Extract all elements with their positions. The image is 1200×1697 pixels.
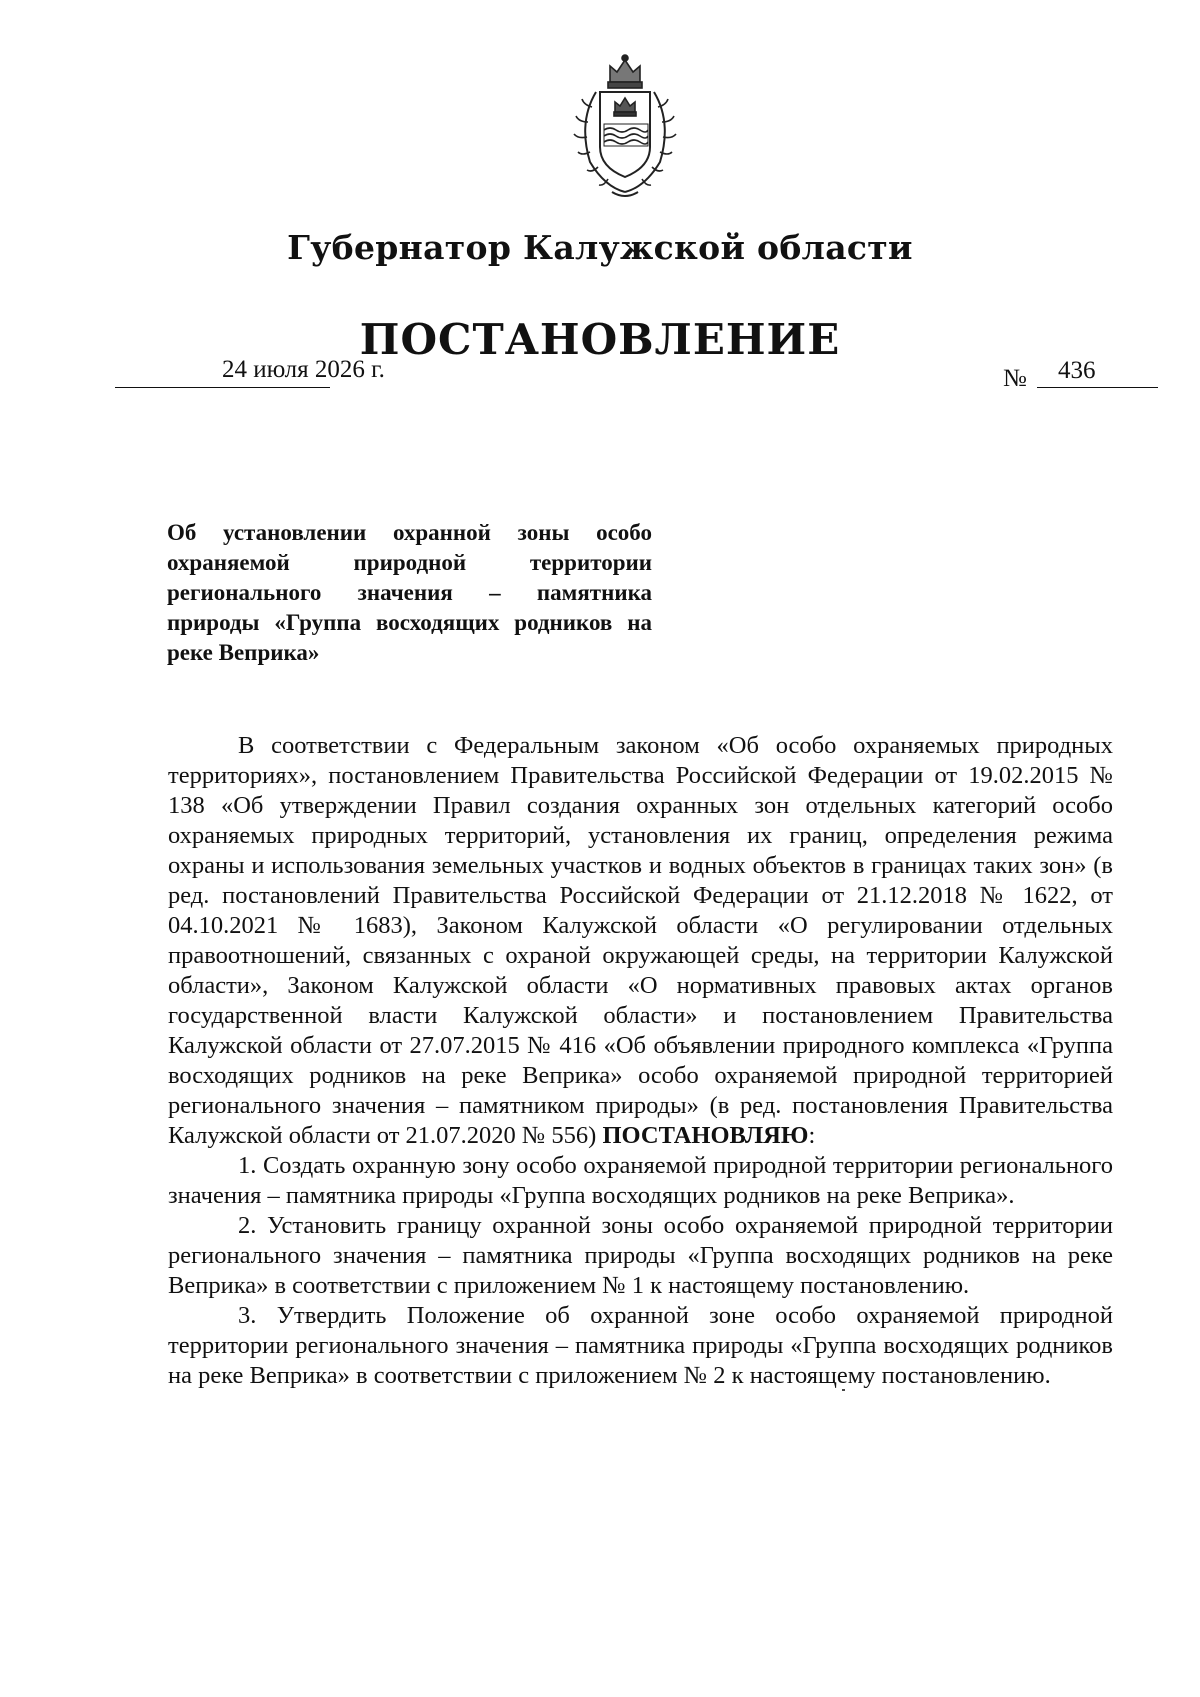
number-line [1037, 353, 1158, 388]
preamble-paragraph [168, 731, 1113, 1151]
list-item: 1. Создать охранную зону особо охраняемой природной территории регионального значения – памятника природы «Группа восходящих родников на реке Веприка». [168, 1152, 1113, 1209]
issuing-authority: Губернатор Калужской области [287, 228, 913, 267]
preamble-text: В соответствии с Федеральным законом «Об особо охраняемых природных территориях», постановлением Правительства Российской Федерации от 19.02.2015 № 138 «Об утверждении Правил создания охранных зон отдельных категорий особо охраняемых природных территорий, установления их границ, определения режима охраны и использования земельных участков и водных объектов в границах таких зон» (в ред. постановлений Правительства Российской Федерации от 21.12.2018 № 1622, от 04.10.2021 № 1683), Законом Калужской области «О регулировании отдельных правоотношений, связанных с охраной окружающей среды, на территории Калужской области», Законом Калужской области «О нормативных правовых актах органов государственной власти Калужской области» и постановлением Правительства Калужской области от 27.07.2015 № 416 «Об объявлении природного комплекса «Группа восходящих родников на реке Веприка» особо охраняемой природной территорией регионального значения – памятником природы» (в ред. постановления Правительства Калужской области от 21.07.2020 № 556) [168, 732, 1113, 1149]
document-number: 436 [1058, 357, 1096, 384]
list-item: 3. Утвердить Положение об охранной зоне особо охраняемой природной территории регионального значения – памятника природы «Группа восходящих родников на реке Веприка» в соответствии с приложением № 2 к настоящему постановлению. [168, 1302, 1113, 1389]
document-body [168, 731, 1113, 1391]
decree-colon: : [808, 1122, 816, 1149]
document-subject: Об установлении охранной зоны особо охраняемой природной территории регионального значения – памятника природы «Группа восходящих родников на реке Веприка» [167, 520, 652, 665]
document-type-title: ПОСТАНОВЛЕНИЕ [359, 315, 841, 364]
list-item: 2. Установить границу охранной зоны особо охраняемой природной территории регионального значения – памятника природы «Группа восходящих родников на реке Веприка» в соответствии с приложением № 1 к настоящему постановлению. [168, 1212, 1113, 1299]
number-sign: № [1003, 365, 1027, 392]
decree-word: ПОСТАНОВЛЯЮ [602, 1122, 809, 1149]
scan-speck [842, 1389, 845, 1391]
coat-of-arms-icon [560, 52, 690, 202]
document-date: 24 июля 2026 г. [222, 356, 385, 383]
